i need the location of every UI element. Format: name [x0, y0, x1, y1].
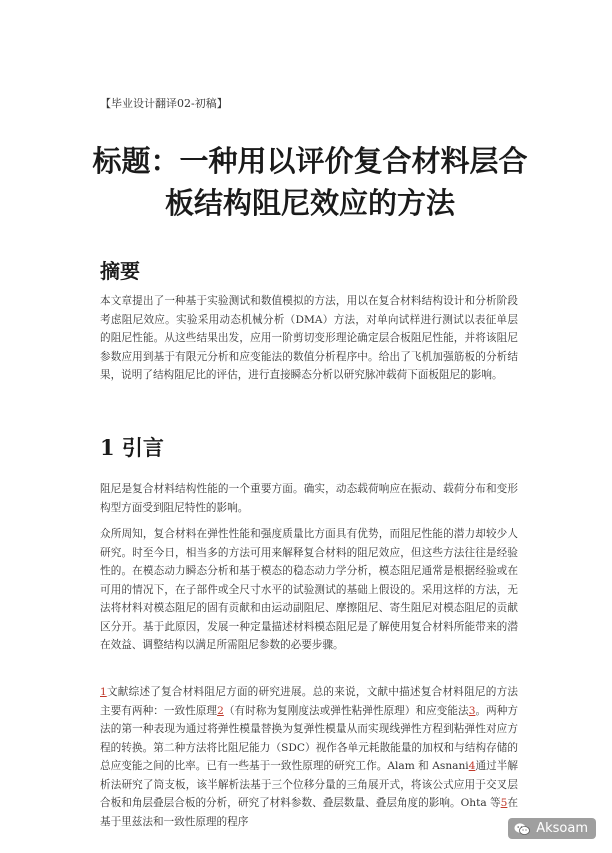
paragraph-text: 文献综述了复合材料阻尼方面的研究进展。总的来说，文献中描述复合材料阻尼的方法主要有两种：一致性原理: [100, 686, 518, 717]
reference-link-2[interactable]: 2: [217, 704, 224, 717]
intro-paragraph-2: 众所周知，复合材料在弹性性能和强度质量比方面具有优势，而阻尼性能的潜力却较少人研究。时至今日，相当多的方法可用来解释复合材料的阻尼效应，但这些方法往往是经验性的。在模态动力瞬态分析和基于模态的稳态动力学分析，模态阻尼通常是根据经验或在可用的情况下，在子部件或全尺寸水平的试验测试的基础上假设的。采用这样的方法，无法将材料对模态阻尼的固有贡献和由运动副阻尼、摩擦阻尼、寄生阻尼对模态阻尼的贡献区分开。基于此原因，发展一种定量描述材料模态阻尼是了解使用复合材料所能带来的潜在效益、调整结构以满足所需阻尼参数的必要步骤。: [100, 528, 518, 651]
introduction-heading: 1 引言: [100, 435, 164, 460]
abstract-heading: 摘要: [100, 259, 140, 283]
page-title: 标题：一种用以评价复合材料层合板结构阻尼效应的方法: [92, 144, 528, 220]
reference-link-3[interactable]: 3: [468, 704, 476, 717]
watermark: [508, 818, 596, 839]
paragraph-text: 在基于里兹法和一致性原理的程序: [100, 797, 518, 828]
reference-link-4[interactable]: 4: [468, 760, 476, 772]
reference-link-1[interactable]: 1: [100, 686, 107, 698]
paragraph-text: 通过半解析法研究了筒支板，该半解析法基于三个位移分量的三角展开式，将该公式应用于交叉层合板和角层叠层合板的分析，研究了材料参数、叠层数量、叠层角度的影响。Ohta 等: [100, 760, 518, 809]
intro-paragraph-3: [100, 683, 518, 831]
wechat-icon: [514, 822, 530, 836]
paragraph-text: 。两种方法的第一种表现为通过将弹性模量替换为复弹性模量从而实现线弹性方程到粘弹性对应方程的转换。第二种方法将比阻尼能力（SDC）视作各单元耗散能量的加权和与结构存储的总应变能之间的比率。已有一些基于一致性原理的研究工作。Alam 和 Asnani: [100, 704, 519, 772]
abstract-paragraph: 本文章提出了一种基于实验测试和数值模拟的方法，用以在复合材料结构设计和分析阶段考虑阻尼效应。实验采用动态机械分析（DMA）方法，对单向试样进行测试以表征单层的阻尼性能。从这些结果出发，应用一阶剪切变形理论确定层合板阻尼性能，并将该阻尼参数应用到基于有限元分析和应变能法的数值分析程序中。给出了飞机加强筋板的分析结果，说明了结构阻尼比的评估，进行直接瞬态分析以研究脉冲载荷下面板阻尼的影响。: [100, 295, 518, 381]
draft-tag: 【毕业设计翻译02-初稿】: [100, 97, 228, 110]
intro-paragraph-1: 阻尼是复合材料结构性能的一个重要方面。确实，动态载荷响应在振动、载荷分布和变形构型方面受到阻尼特性的影响。: [100, 483, 518, 514]
reference-link-5[interactable]: 5: [500, 797, 508, 809]
paragraph-text: （有时称为复刚度法或弹性粘弹性原理）和应变能法: [223, 704, 469, 717]
watermark-label: Aksoam: [536, 821, 588, 836]
